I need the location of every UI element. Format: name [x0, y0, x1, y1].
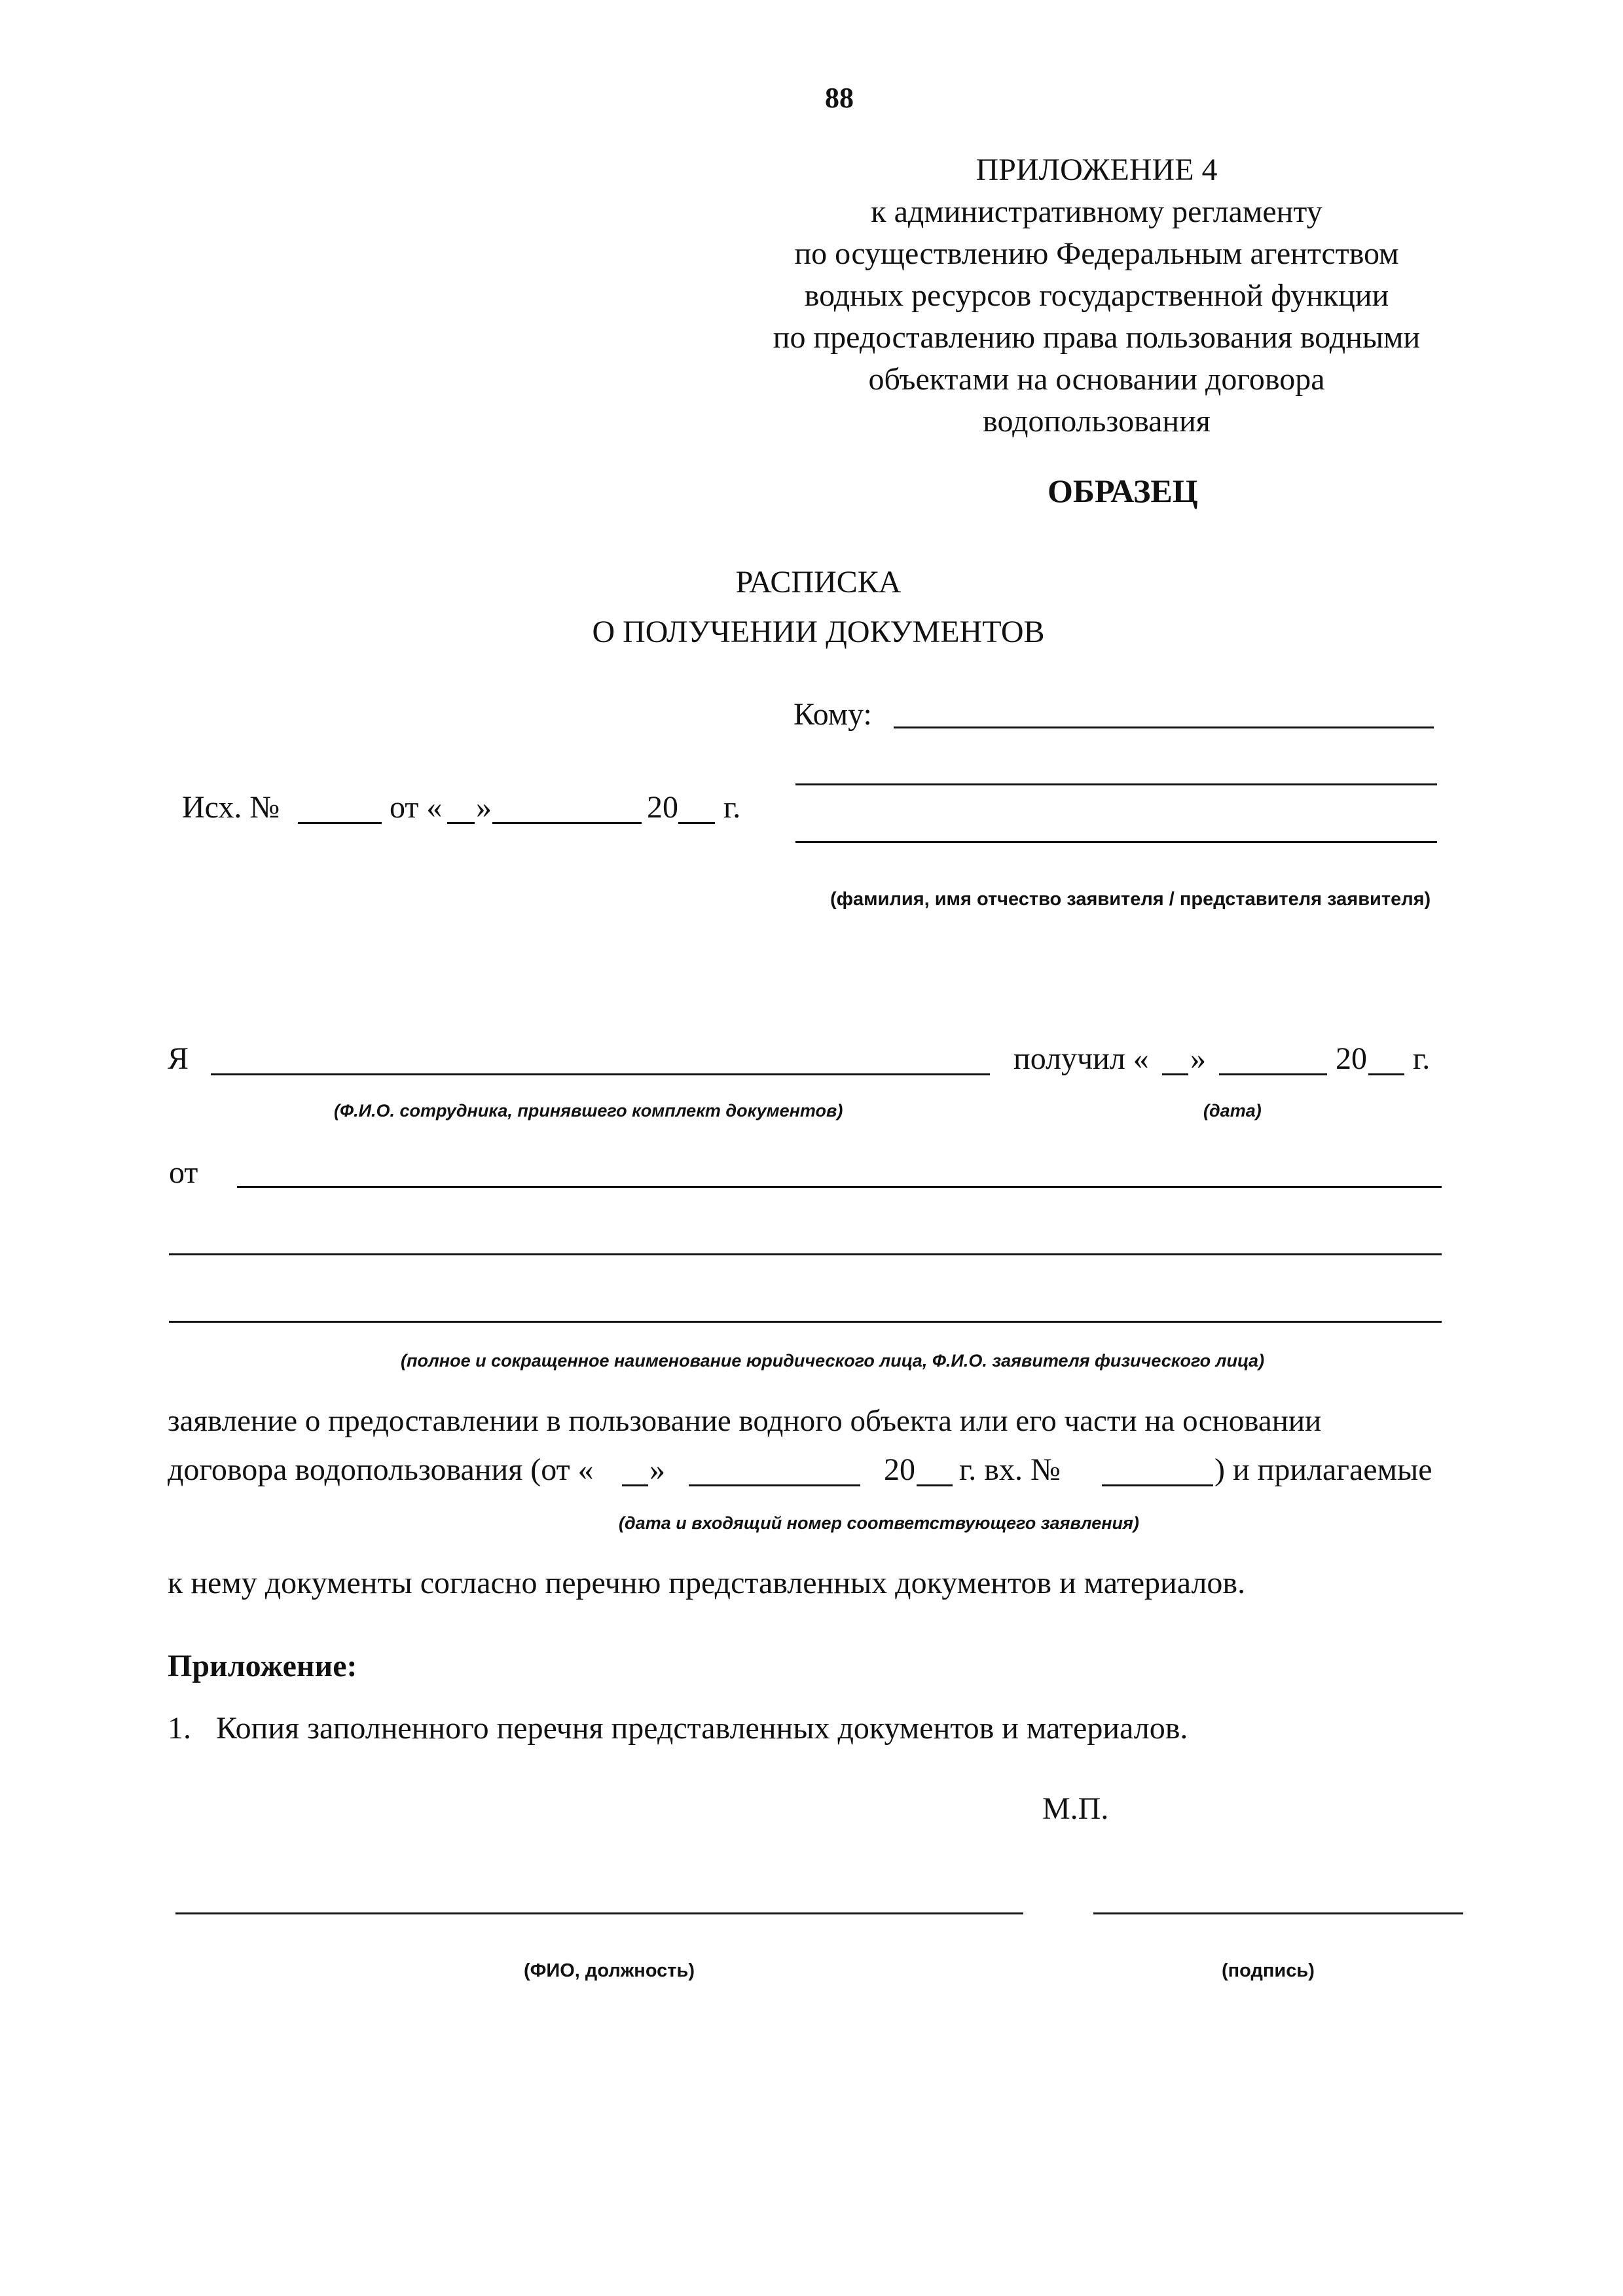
date-caption: (дата): [1203, 1101, 1262, 1121]
received-year-field[interactable]: [1368, 1073, 1404, 1075]
received-year-prefix: 20: [1336, 1041, 1367, 1076]
statement-line3: к нему документы согласно перечню представленных документов и материалов.: [168, 1566, 1246, 1600]
signature-caption: (подпись): [1222, 1960, 1315, 1981]
from-label: от: [169, 1155, 198, 1190]
received-quote-close: »: [1190, 1041, 1206, 1076]
attachment-heading: Приложение:: [168, 1649, 357, 1683]
appendix-line: по предоставлению права пользования водными: [773, 320, 1421, 355]
received-day-field[interactable]: [1162, 1073, 1188, 1075]
appendix-header: [740, 149, 1453, 442]
signer-name-field[interactable]: [175, 1912, 1023, 1914]
statement-line1: заявление о предоставлении в пользование водного объекта или его части на основании: [168, 1404, 1322, 1438]
receipt-i: Я: [168, 1041, 189, 1076]
application-day-field[interactable]: [622, 1484, 648, 1486]
document-title-line: О ПОЛУЧЕНИИ ДОКУМЕНТОВ: [592, 615, 1045, 649]
applicant-field[interactable]: [237, 1186, 1442, 1188]
outgoing-date-close: »: [476, 790, 492, 825]
received-label: получил «: [1013, 1041, 1149, 1076]
outgoing-year-suffix: г.: [723, 790, 741, 825]
statement-line2-end: ) и прилагаемые: [1214, 1452, 1432, 1487]
outgoing-year-field[interactable]: [678, 822, 715, 824]
attachment-item-number: 1.: [168, 1711, 191, 1746]
statement-year-prefix: 20: [884, 1452, 915, 1487]
employee-name-field[interactable]: [211, 1073, 990, 1075]
appendix-line: водопользования: [983, 404, 1211, 439]
received-year-suffix: г.: [1413, 1041, 1431, 1076]
recipient-caption: (фамилия, имя отчество заявителя / представителя заявителя): [830, 889, 1431, 910]
statement-incoming-label: г. вх. №: [959, 1452, 1061, 1487]
statement-caption: (дата и входящий номер соответствующего заявления): [619, 1513, 1139, 1533]
incoming-number-field[interactable]: [1102, 1484, 1213, 1486]
applicant-field-line3[interactable]: [169, 1321, 1442, 1323]
application-month-field[interactable]: [689, 1484, 860, 1486]
outgoing-number-label: Исх. №: [182, 790, 280, 825]
stamp-label: М.П.: [1042, 1791, 1109, 1826]
appendix-line: водных ресурсов государственной функции: [804, 278, 1389, 313]
applicant-caption: (полное и сокращенное наименование юридического лица, Ф.И.О. заявителя физического лица): [401, 1351, 1265, 1371]
signature-field[interactable]: [1093, 1912, 1463, 1914]
attachment-item-text: Копия заполненного перечня представленных документов и материалов.: [216, 1711, 1188, 1746]
appendix-line: к административному регламенту: [871, 194, 1322, 229]
recipient-field-line3[interactable]: [795, 841, 1437, 843]
recipient-label: Кому:: [793, 697, 872, 732]
statement-line2-start: договора водопользования (от «: [168, 1452, 594, 1487]
outgoing-date-open: от «: [390, 790, 443, 825]
outgoing-number-field[interactable]: [298, 822, 382, 824]
recipient-field[interactable]: [894, 726, 1434, 728]
outgoing-year-prefix: 20: [647, 790, 678, 825]
appendix-line: по осуществлению Федеральным агентством: [794, 236, 1399, 271]
signer-name-caption: (ФИО, должность): [524, 1960, 695, 1981]
sample-label: ОБРАЗЕЦ: [1048, 473, 1198, 509]
outgoing-day-field[interactable]: [447, 822, 475, 824]
document-title-line: РАСПИСКА: [735, 565, 902, 600]
outgoing-month-field[interactable]: [492, 822, 642, 824]
received-month-field[interactable]: [1219, 1073, 1327, 1075]
statement-quote-close: »: [649, 1452, 665, 1487]
applicant-field-line2[interactable]: [169, 1253, 1442, 1255]
appendix-line: объектами на основании договора: [868, 362, 1325, 397]
document-title: [537, 558, 1100, 657]
application-year-field[interactable]: [917, 1484, 953, 1486]
page-number: 88: [825, 82, 854, 114]
appendix-title: ПРИЛОЖЕНИЕ 4: [976, 152, 1218, 187]
recipient-field-line2[interactable]: [795, 783, 1437, 785]
employee-caption: (Ф.И.О. сотрудника, принявшего комплект документов): [334, 1101, 843, 1121]
